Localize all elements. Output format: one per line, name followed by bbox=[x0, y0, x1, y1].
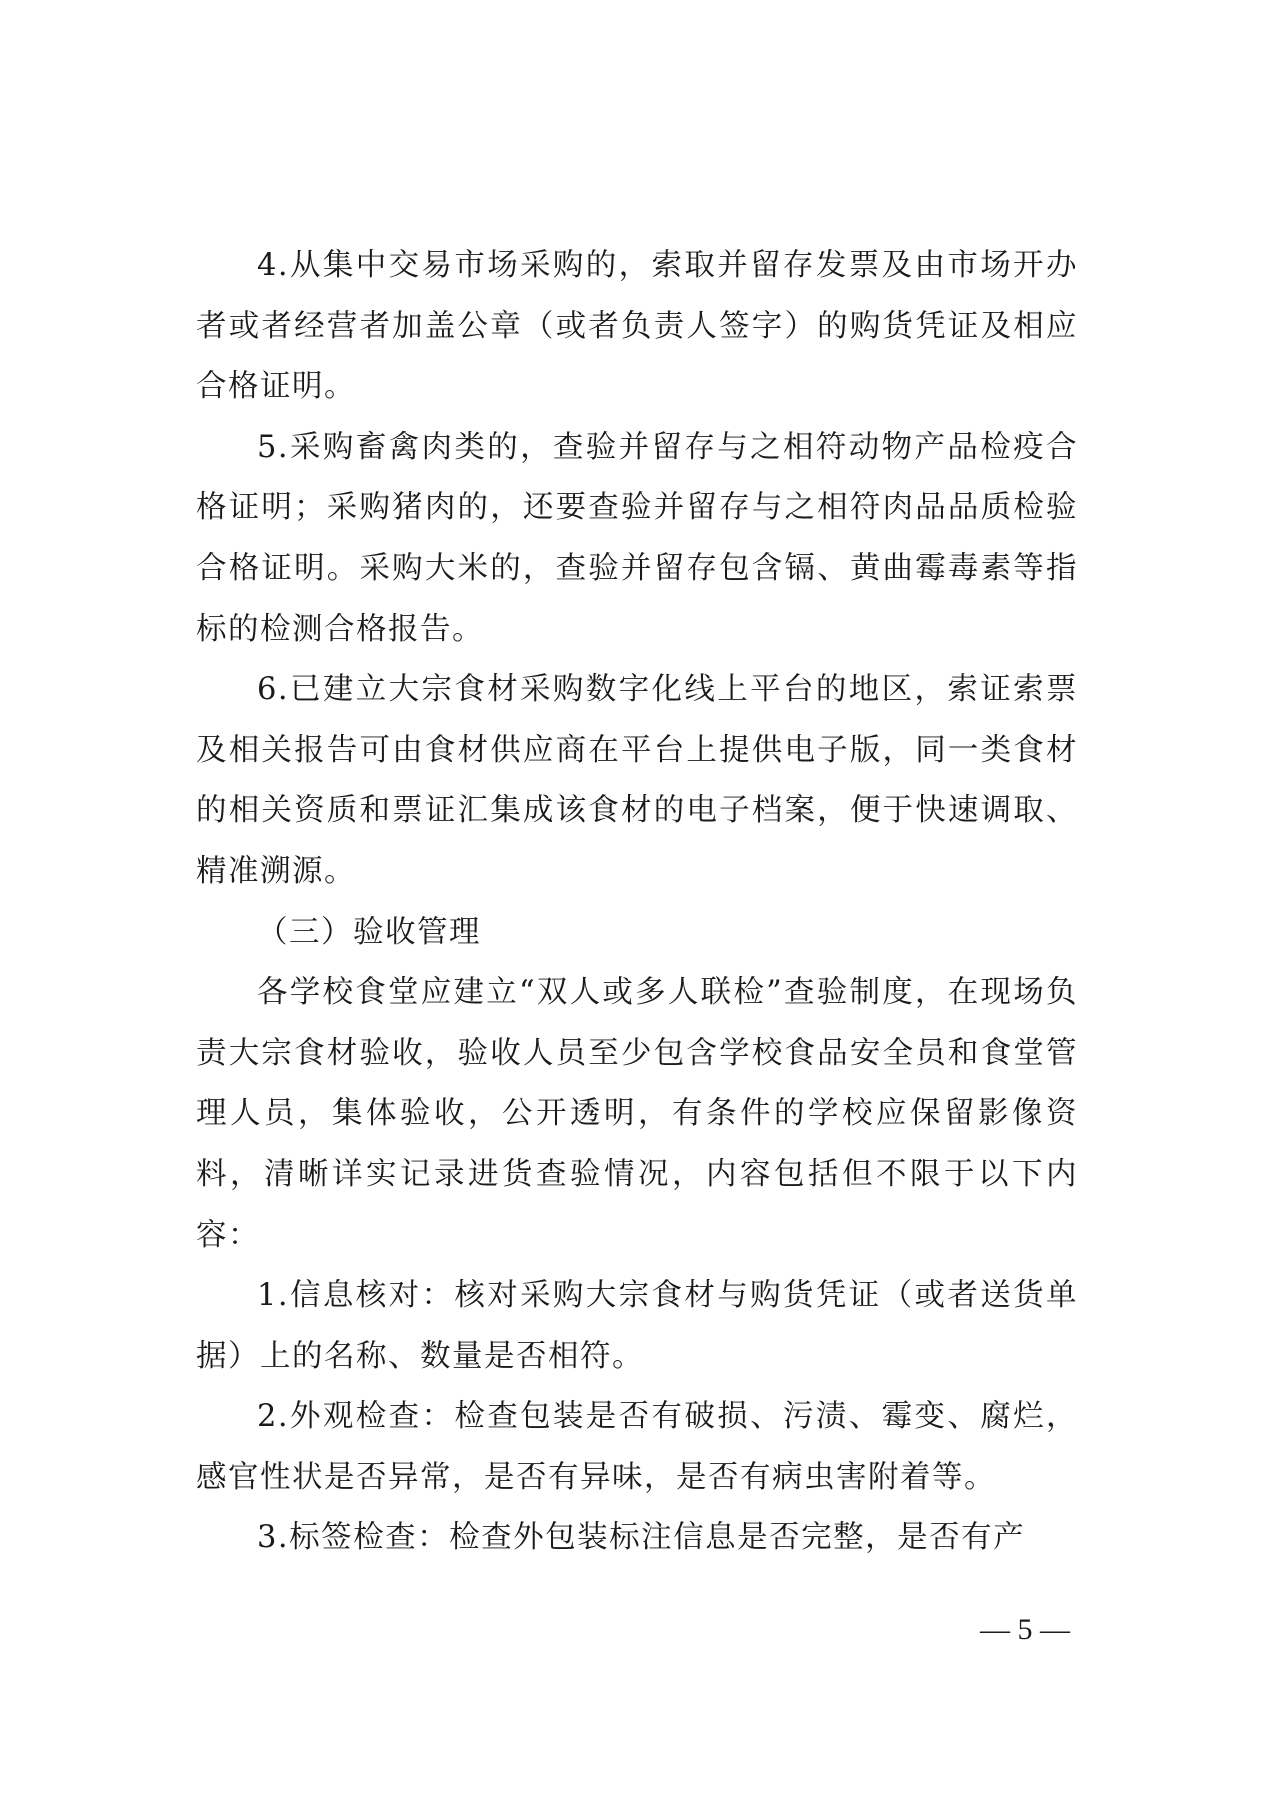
item-2-paragraph: 2.外观检查：检查包装是否有破损、污渍、霉变、腐烂，感官性状是否异常，是否有异味，是否有病虫害附着等。 bbox=[196, 1399, 1078, 1495]
paragraph-6: 6.已建立大宗食材采购数字化线上平台的地区，索证索票及相关报告可由食材供应商在平台上提供电子版，同一类食材的相关资质和票证汇集成该食材的电子档案，便于快速调取、精准溯源。 bbox=[196, 672, 1078, 889]
item-3-paragraph: 3.标签检查：检查外包装标注信息是否完整，是否有产 bbox=[257, 1520, 1026, 1556]
paragraph-5: 5.采购畜禽肉类的，查验并留存与之相符动物产品检疫合格证明；采购猪肉的，还要查验并留存与之相符肉品品质检验合格证明。采购大米的，查验并留存包含镉、黄曲霉毒素等指标的检测合格报告。 bbox=[196, 429, 1078, 647]
paragraph-4: 4.从集中交易市场采购的，索取并留存发票及由市场开办者或者经营者加盖公章（或者负责人签字）的购货凭证及相应合格证明。 bbox=[196, 248, 1078, 405]
body-text bbox=[196, 236, 1078, 1569]
section-intro-paragraph: 各学校食堂应建立“双人或多人联检”查验制度，在现场负责大宗食材验收，验收人员至少包含学校食品安全员和食堂管理人员，集体验收，公开透明，有条件的学校应保留影像资料，清晰详实记录进货查验情况，内容包括但不限于以下内容： bbox=[196, 975, 1078, 1253]
item-1-paragraph: 1.信息核对：核对采购大宗食材与购货凭证（或者送货单据）上的名称、数量是否相符。 bbox=[196, 1278, 1078, 1374]
page-number: — 5 — bbox=[980, 1613, 1070, 1646]
section-heading: （三）验收管理 bbox=[257, 914, 481, 950]
